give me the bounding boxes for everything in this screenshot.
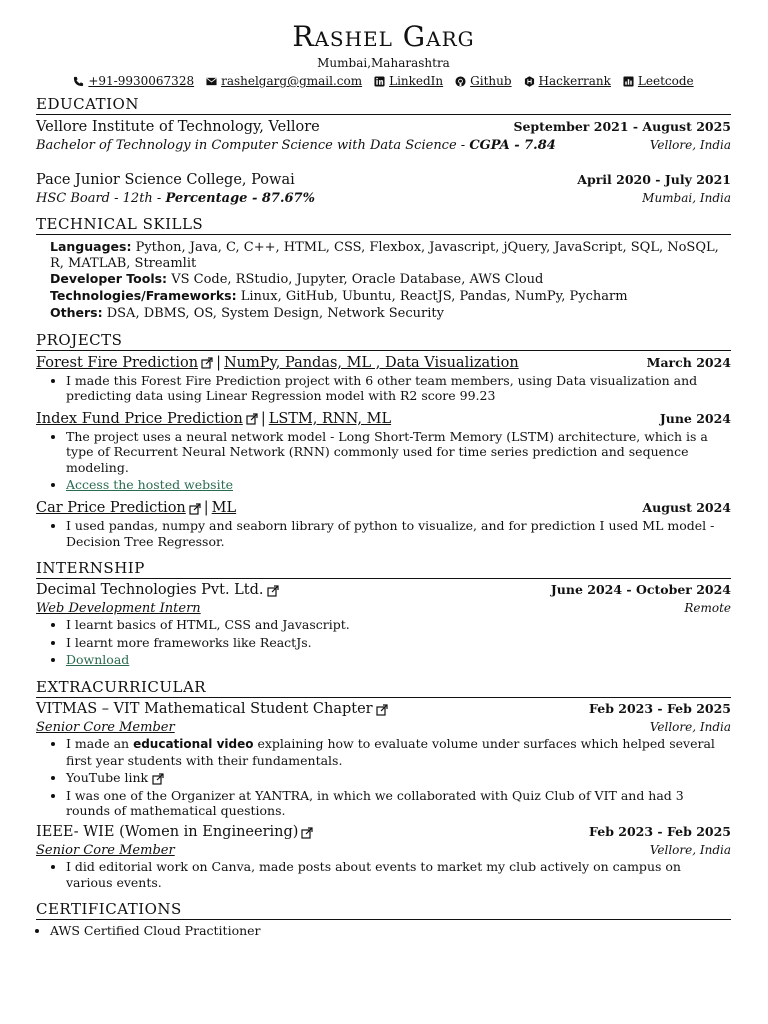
section-projects-title: PROJECTS: [36, 331, 731, 351]
section-certifications-title: CERTIFICATIONS: [36, 900, 731, 920]
linkedin-icon: [374, 76, 385, 87]
certification-item: • AWS Certified Cloud Practitioner: [50, 923, 731, 939]
education-item: [36, 171, 731, 207]
institution-name: Vellore Institute of Technology, Vellore: [36, 119, 320, 135]
org-dates: Feb 2023 - Feb 2025: [589, 824, 731, 840]
project-bullet: • I used pandas, numpy and seaborn library of python to visualize, and for prediction I used ML model -Decision Tree Regressor.: [66, 518, 731, 549]
leetcode-icon: [623, 76, 634, 87]
external-link-icon[interactable]: [189, 503, 201, 515]
external-link-icon[interactable]: [267, 585, 279, 597]
youtube-link-item[interactable]: • YouTube link: [66, 770, 731, 786]
candidate-name: Rashel Garg: [292, 20, 475, 53]
section-skills-title: TECHNICAL SKILLS: [36, 215, 731, 235]
education-item: [36, 118, 731, 154]
skills-list: [36, 239, 731, 322]
external-link-icon[interactable]: [152, 773, 164, 785]
extracurricular-item: [36, 700, 731, 819]
linkedin-link[interactable]: LinkedIn: [374, 73, 443, 89]
hackerrank-link[interactable]: Hackerrank: [524, 73, 611, 89]
project-item: [36, 354, 731, 404]
hosted-website-link[interactable]: Access the hosted website: [66, 477, 233, 493]
org-location: Vellore, India: [649, 843, 731, 858]
external-link-icon[interactable]: [246, 413, 258, 425]
internship-role: Web Development Intern: [36, 601, 201, 617]
section-education-title: EDUCATION: [36, 95, 731, 115]
org-bullet: • I made an educational video explaining how to evaluate volume under surfaces which helped several first year students with their fundamentals.: [66, 736, 731, 768]
extracurricular-item: [36, 823, 731, 890]
external-link-icon[interactable]: [301, 827, 313, 839]
internship-location: Remote: [684, 601, 731, 616]
project-title: Car Price Prediction | ML: [36, 500, 237, 517]
education-dates: September 2021 - August 2025: [513, 119, 731, 134]
github-icon: [455, 76, 466, 87]
org-dates: Feb 2023 - Feb 2025: [589, 701, 731, 717]
project-item: [36, 499, 731, 549]
phone-icon: [73, 76, 84, 87]
project-date: June 2024: [659, 410, 731, 426]
download-item: [66, 652, 731, 668]
internship-bullet: • I learnt more frameworks like ReactJs.: [66, 635, 731, 651]
hackerrank-icon: [524, 76, 535, 87]
section-extracurricular-title: EXTRACURRICULAR: [36, 678, 731, 698]
skills-row: Technologies/Frameworks: Linux, GitHub, Ubuntu, ReactJS, Pandas, NumPy, Pycharm: [50, 288, 628, 305]
education-location: Vellore, India: [649, 138, 731, 152]
project-title: Forest Fire Prediction | NumPy, Pandas, ML , Data Visualization: [36, 354, 519, 371]
project-date: August 2024: [642, 500, 731, 516]
org-bullet: • I did editorial work on Canva, made posts about events to market my club actively on campus on various events.: [66, 859, 731, 890]
external-link-icon[interactable]: [376, 704, 388, 716]
org-location: Vellore, India: [649, 720, 731, 735]
project-date: March 2024: [646, 354, 731, 370]
project-item: [36, 410, 731, 493]
candidate-location: Mumbai,Maharashtra: [317, 56, 450, 70]
resume-page: [36, 20, 731, 939]
internship-dates: June 2024 - October 2024: [550, 582, 731, 598]
institution-name: Pace Junior Science College, Powai: [36, 172, 295, 188]
project-bullet: • The project uses a neural network model - Long Short-Term Memory (LSTM) architecture, which is a type of Recurrent Neural Network (RNN) commonly used for time series prediction and sequence modeling.: [66, 429, 731, 476]
project-tech: LSTM, RNN, ML: [268, 410, 392, 427]
internship-bullet: • I learnt basics of HTML, CSS and Javascript.: [66, 617, 731, 633]
internship-item: [36, 581, 731, 668]
skills-row: Developer Tools: VS Code, RStudio, Jupyter, Oracle Database, AWS Cloud: [50, 271, 544, 288]
skills-row: Languages: Python, Java, C, C++, HTML, CSS, Flexbox, Javascript, jQuery, JavaScript, SQL, NoSQL, R, MATLAB, Streamlit: [50, 239, 719, 271]
org-role: Senior Core Member: [36, 720, 175, 736]
mail-icon: [206, 76, 217, 87]
org-name: VITMAS – VIT Mathematical Student Chapter: [36, 700, 388, 719]
company-name: Decimal Technologies Pvt. Ltd.: [36, 581, 279, 600]
project-tech: ML: [211, 500, 237, 517]
project-name-link[interactable]: Car Price Prediction: [36, 500, 186, 517]
org-name: IEEE- WIE (Women in Engineering): [36, 823, 313, 842]
project-name-link[interactable]: Forest Fire Prediction: [36, 354, 199, 371]
contact-bar: [36, 73, 731, 89]
email-link[interactable]: rashelgarg@gmail.com: [206, 73, 362, 89]
degree: HSC Board - 12th - Percentage - 87.67%: [36, 191, 315, 206]
leetcode-link[interactable]: Leetcode: [623, 73, 694, 89]
project-title: Index Fund Price Prediction | LSTM, RNN, ML: [36, 410, 392, 427]
download-link[interactable]: Download: [66, 652, 130, 668]
org-bullet: • I was one of the Organizer at YANTRA, in which we collaborated with Quiz Club of VIT and had 3 rounds of mathematical questions.: [66, 788, 731, 819]
degree: Bachelor of Technology in Computer Science with Data Science - CGPA - 7.84: [36, 138, 556, 153]
project-tech: NumPy, Pandas, ML , Data Visualization: [223, 354, 519, 371]
external-link-icon[interactable]: [201, 357, 213, 369]
phone-link[interactable]: +91-9930067328: [73, 73, 194, 89]
education-dates: April 2020 - July 2021: [577, 172, 731, 187]
github-link[interactable]: Github: [455, 73, 511, 89]
project-name-link[interactable]: Index Fund Price Prediction: [36, 410, 243, 427]
org-role: Senior Core Member: [36, 843, 175, 859]
project-link-item: [66, 477, 731, 493]
section-internship-title: INTERNSHIP: [36, 559, 731, 579]
skills-row: Others: DSA, DBMS, OS, System Design, Network Security: [50, 304, 444, 321]
education-location: Mumbai, India: [642, 191, 731, 205]
project-bullet: • I made this Forest Fire Prediction project with 6 other team members, using Data visualization and predicting data using Linear Regression model with R2 score 99.23: [66, 373, 731, 404]
